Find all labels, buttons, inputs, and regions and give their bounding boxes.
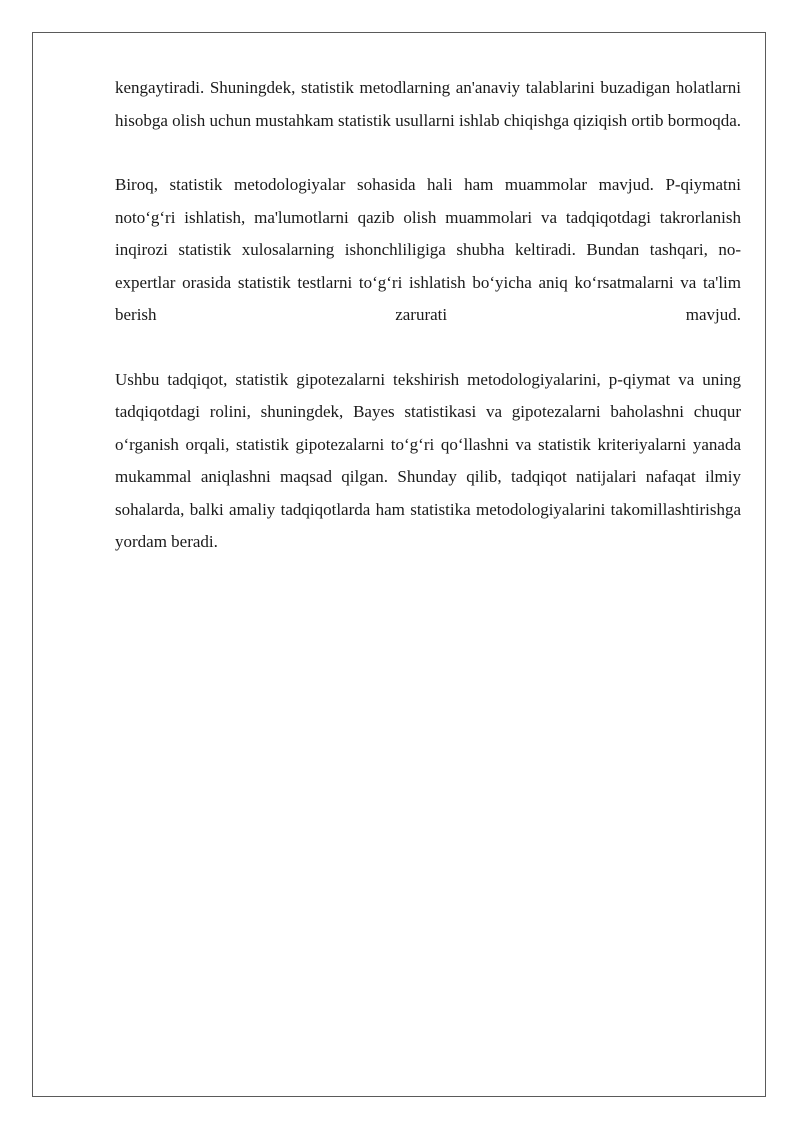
document-body: [115, 72, 741, 591]
paragraph-3: Ushbu tadqiqot, statistik gipotezalarni tekshirish metodologiyalarini, p-qiymat va uning tadqiqotdagi rolini, shuningdek, Bayes statistikasi va gipotezalarni baholashni chuqur o‘rganish orqali, statistik gipotezalarni to‘g‘ri qo‘llashni va statistik kriteriyalarni yanada mukammal aniqlashni maqsad qilgan. Shunday qilib, tadqiqot natijalari nafaqat ilmiy sohalarda, balki amaliy tadqiqotlarda ham statistika metodologiyalarini takomillashtirishga yordam beradi.: [115, 369, 741, 551]
paragraph-2: Biroq, statistik metodologiyalar sohasida hali ham muammolar mavjud. P-qiymatni noto‘g‘ri ishlatish, ma'lumotlarni qazib olish muammolari va tadqiqotdagi takrorlanish inqirozi statistik xulosalarning ishonchliligiga shubha keltiradi. Bundan tashqari, no-expertlar orasida statistik testlarni to‘g‘ri ishlatish bo‘yicha aniq ko‘rsatmalarni va ta'lim berish zarurati mavjud.: [115, 175, 741, 324]
paragraph-1: kengaytiradi. Shuningdek, statistik metodlarning an'anaviy talablarini buzadigan holatlarni hisobga olish uchun mustahkam statistik usullarni ishlab chiqishga qiziqish ortib bormoqda.: [115, 78, 741, 130]
